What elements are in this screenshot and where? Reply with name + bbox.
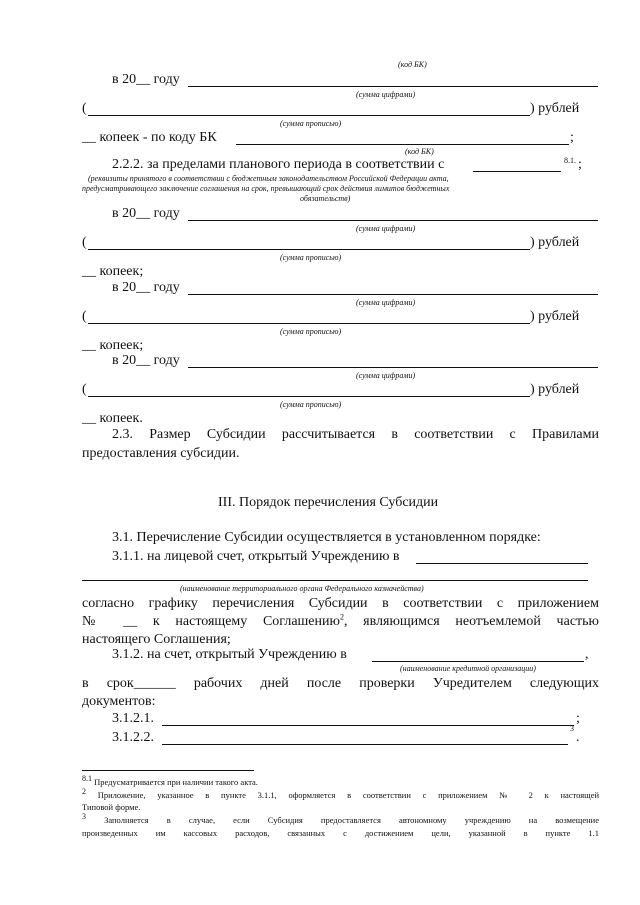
act-note-line3: обязательств)	[300, 194, 351, 203]
year-label-4: в 20__ году	[112, 353, 180, 368]
footnote-3-line2: произведенных им кассовых расходов, связанных с достижением цели, указанной в пункте 1.1	[82, 828, 599, 838]
document-2-blank[interactable]	[162, 744, 568, 745]
amount-digits-blank-3[interactable]	[188, 294, 598, 295]
caption-digits-2: (сумма цифрами)	[356, 224, 416, 233]
credit-org-blank[interactable]	[372, 661, 584, 662]
footnote-2-line2: Типовой форме.	[82, 802, 141, 812]
footnote-8-1	[82, 774, 258, 788]
footnote-ref-2: 2	[339, 612, 344, 622]
footnote-3-text: Заполняется в случае, если Субсидия предоставляется автономному учреждению на возмещение	[104, 815, 599, 825]
amount-digits-blank[interactable]	[188, 86, 598, 87]
clause-2-2-2-text: 2.2.2. за пределами планового периода в соответствии с	[112, 157, 445, 172]
act-note-line1: (реквизиты принятого в соответствии с бюджетным законодательством Российской Федерации акта,	[88, 174, 449, 183]
open-paren-4: (	[82, 382, 87, 397]
footnote-2-line1	[82, 787, 600, 801]
semicolon-3: ;	[576, 711, 580, 726]
treasury-blank-1[interactable]	[416, 563, 588, 564]
open-paren-3: (	[82, 309, 87, 324]
amount-words-blank[interactable]	[88, 115, 530, 116]
dot: .	[576, 730, 580, 745]
semicolon-2: ;	[578, 157, 582, 172]
clause-2-3-line2: предоставления субсидии.	[82, 446, 240, 461]
rubles-label: ) рублей	[530, 101, 580, 116]
footnote-ref-8-1: 8.1.	[564, 156, 576, 165]
rubles-label-4: ) рублей	[530, 382, 580, 397]
caption-words-3: (сумма прописью)	[280, 327, 342, 336]
schedule-line1: согласно графику перечисления Субсидии в соответствии с приложением	[82, 596, 599, 611]
clause-3-1: 3.1. Перечисление Субсидии осуществляется в установленном порядке:	[112, 530, 541, 545]
open-paren-2: (	[82, 235, 87, 250]
rubles-label-2: ) рублей	[530, 235, 580, 250]
caption-words-2: (сумма прописью)	[280, 253, 342, 262]
act-note-line2: предусматривающего заключение соглашения на срок, превышающий срок действия лимитов бюджетных	[82, 184, 450, 193]
schedule-line2-b: , являющимся неотъемлемой частью	[343, 614, 599, 629]
kopeks-by-code-label: __ копеек - по коду БК	[82, 130, 217, 145]
footnote-separator	[82, 770, 254, 771]
open-paren: (	[82, 101, 87, 116]
kod-bk-caption-2: (код БК)	[405, 147, 434, 156]
footnote-8-1-text: Предусматривается при наличии такого акта.	[94, 777, 258, 787]
document-1-blank[interactable]	[162, 725, 574, 726]
credit-org-caption: (наименование кредитной организации)	[400, 664, 536, 673]
clause-3-1-2-2: 3.1.2.2.	[112, 730, 154, 745]
clause-3-1-1: 3.1.1. на лицевой счет, открытый Учреждению в	[112, 549, 400, 564]
term-line1: в срок______ рабочих дней после проверки Учредителем следующих	[82, 676, 599, 691]
clause-2-2-2	[112, 157, 444, 173]
rubles-label-3: ) рублей	[530, 309, 580, 324]
comma: ,	[585, 647, 589, 662]
footnote-2-text: Приложение, указанное в пункте 3.1.1, оформляется в соответствии с приложением № 2 к настоящей	[97, 790, 600, 800]
kopeks-label-3: __ копеек;	[82, 338, 144, 353]
footnote-8-1-marker: 8.1	[82, 774, 92, 784]
caption-words: (сумма прописью)	[280, 119, 342, 128]
amount-words-blank-2[interactable]	[88, 249, 530, 250]
year-label-2: в 20__ году	[112, 206, 180, 221]
act-details-blank[interactable]	[473, 171, 561, 172]
term-line2: документов:	[82, 694, 156, 709]
footnote-3-marker: 3	[82, 812, 86, 822]
clause-3-1-2: 3.1.2. на счет, открытый Учреждению в	[112, 647, 347, 662]
footnote-ref-3: 3	[570, 724, 574, 733]
caption-digits-4: (сумма цифрами)	[356, 371, 416, 380]
caption-digits: (сумма цифрами)	[356, 90, 416, 99]
schedule-line2-a: № __ к настоящему Соглашению	[82, 614, 340, 629]
section-3-title: III. Порядок перечисления Субсидии	[218, 495, 439, 510]
amount-words-blank-3[interactable]	[88, 323, 530, 324]
amount-words-blank-4[interactable]	[88, 396, 530, 397]
kod-bk-caption: (код БК)	[398, 60, 427, 69]
schedule-line3: настоящего Соглашения;	[82, 632, 231, 647]
semicolon: ;	[570, 130, 574, 145]
clause-3-1-2-1: 3.1.2.1.	[112, 711, 154, 726]
amount-digits-blank-2[interactable]	[188, 220, 598, 221]
year-label-3: в 20__ году	[112, 280, 180, 295]
amount-digits-blank-4[interactable]	[188, 367, 598, 368]
code-bk-blank[interactable]	[236, 144, 569, 145]
footnote-3-line1	[82, 812, 599, 826]
clause-2-3-line1: 2.3. Размер Субсидии рассчитывается в соответствии с Правилами	[112, 427, 599, 442]
treasury-caption: (наименование территориального органа Федерального казначейства)	[180, 584, 424, 593]
year-label: в 20__ году	[112, 72, 180, 87]
kopeks-label-4: __ копеек.	[82, 411, 143, 426]
treasury-blank-2[interactable]	[82, 580, 588, 581]
schedule-line2	[82, 614, 599, 630]
kopeks-label-2: __ копеек;	[82, 264, 144, 279]
caption-words-4: (сумма прописью)	[280, 400, 342, 409]
caption-digits-3: (сумма цифрами)	[356, 298, 416, 307]
footnote-2-marker: 2	[82, 787, 86, 797]
